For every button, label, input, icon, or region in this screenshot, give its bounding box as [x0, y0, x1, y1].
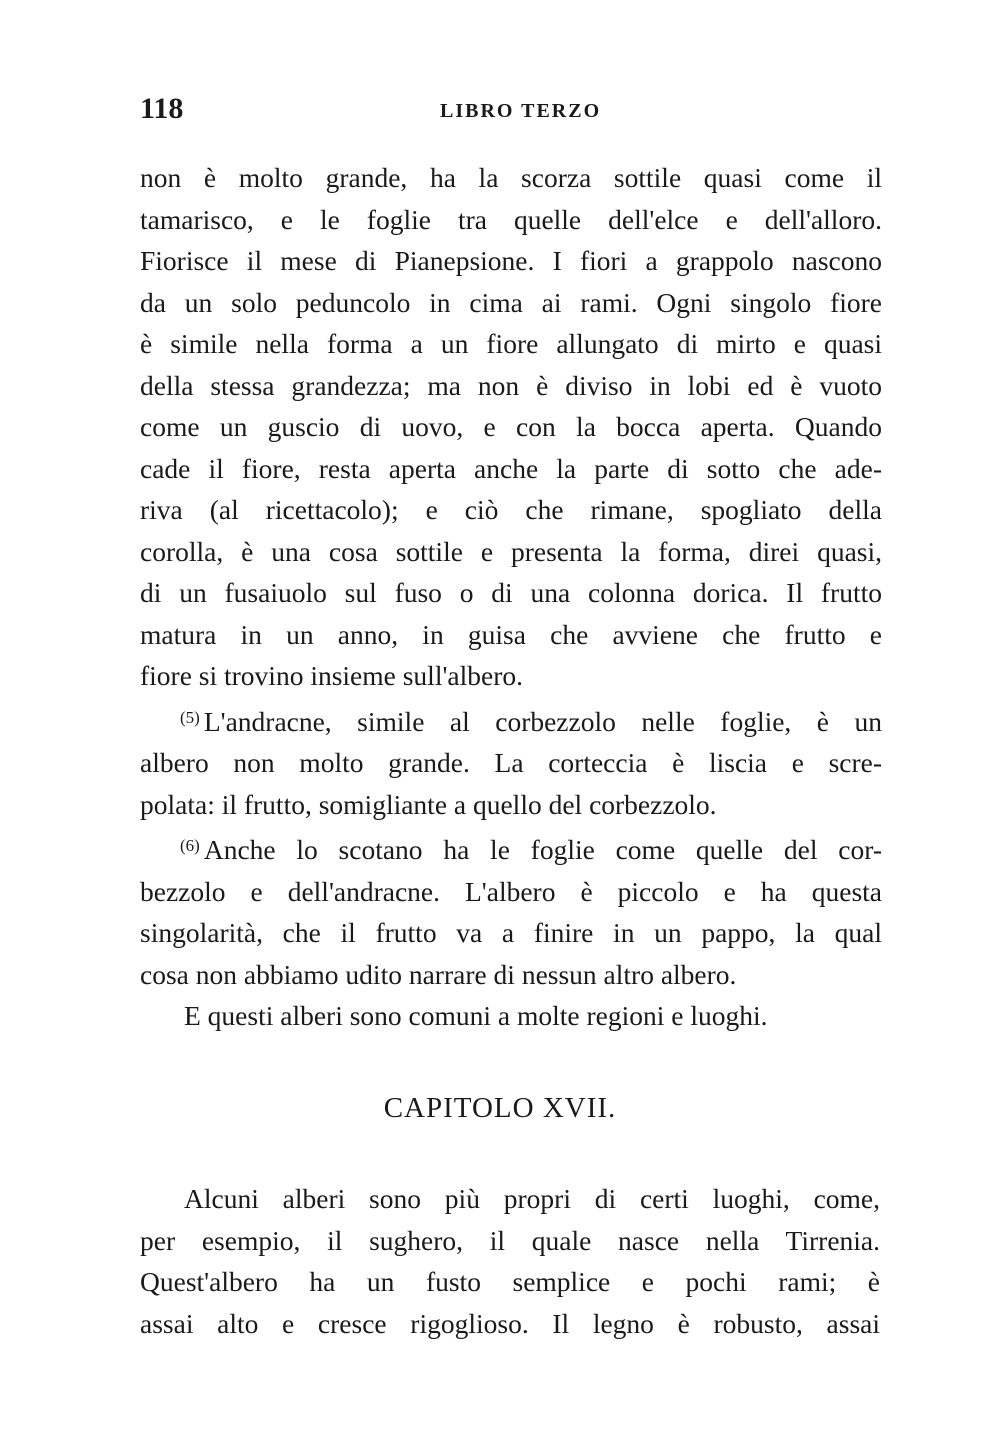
note-marker: (5) — [180, 707, 200, 727]
text-line: non è molto grande, ha la scorza sottile quasi come il — [140, 162, 882, 193]
text-line: fiore si trovino insieme sull'albero. — [140, 660, 523, 691]
text-line: corolla, è una cosa sottile e presenta la forma, direi quasi, — [140, 535, 882, 567]
running-title: LIBRO TERZO — [440, 100, 602, 122]
text-line: della stessa grandezza; ma non è diviso in lobi ed è vuoto — [140, 369, 882, 401]
chapter-paragraph — [140, 1178, 880, 1344]
chapter-text — [140, 1178, 880, 1344]
text-line-content: L'andracne, simile al corbezzolo nelle foglie, è un — [203, 705, 882, 737]
text-line: assai alto e cresce rigoglioso. Il legno è robusto, assai — [140, 1307, 880, 1339]
text-line: singolarità, che il frutto va a finire in un pappo, la qual — [140, 917, 882, 948]
running-head — [140, 92, 885, 132]
text-line — [140, 697, 882, 743]
text-line: bezzolo e dell'andracne. L'albero è piccolo e ha questa — [140, 875, 882, 907]
text-line: polata: il frutto, somigliante a quello del corbezzolo. — [140, 788, 717, 820]
text-line: da un solo peduncolo in cima ai rami. Ogni singolo fiore — [140, 286, 882, 318]
text-line: cosa non abbiamo udito narrare di nessun altro albero. — [140, 958, 737, 990]
text-line: come un guscio di uovo, e con la bocca aperta. Quando — [140, 411, 882, 442]
note-marker: (6) — [180, 836, 200, 855]
text-line: cade il fiore, resta aperta anche la parte di sotto che ade- — [140, 452, 882, 484]
text-line: è simile nella forma a un fiore allungato di mirto e quasi — [140, 328, 882, 359]
paragraph-andracne — [140, 697, 882, 826]
page-number: 118 — [140, 92, 184, 125]
chapter-title: CAPITOLO XVII. — [383, 1092, 617, 1124]
text-line: tamarisco, e le foglie tra quelle dell'elce e dell'alloro. — [140, 203, 882, 235]
text-line: per esempio, il sughero, il quale nasce nella Tirrenia. — [140, 1224, 880, 1256]
text-line: Alcuni alberi sono più propri di certi luoghi, come, — [184, 1183, 880, 1214]
text-line: E questi alberi sono comuni a molte regioni e luoghi. — [184, 1000, 768, 1031]
paragraph-summary — [140, 995, 882, 1037]
text-line: Fiorisce il mese di Pianepsione. I fiori a grappolo nascono — [140, 245, 882, 276]
text-line: Quest'albero ha un fusto semplice e pochi rami; è — [140, 1266, 880, 1297]
text-line: albero non molto grande. La corteccia è liscia e scre- — [140, 747, 882, 778]
text-line — [140, 825, 882, 871]
text-line-content: Anche lo scotano ha le foglie come quelle del cor- — [203, 834, 882, 865]
text-line: riva (al ricettacolo); e ciò che rimane, spogliato della — [140, 494, 882, 525]
text-line: di un fusaiuolo sul fuso o di una colonna dorica. Il frutto — [140, 577, 882, 608]
paragraph-continued — [140, 157, 882, 697]
text-line: matura in un anno, in guisa che avviene che frutto e — [140, 618, 882, 650]
paragraph-scotano — [140, 825, 882, 995]
body-text — [140, 157, 882, 1037]
